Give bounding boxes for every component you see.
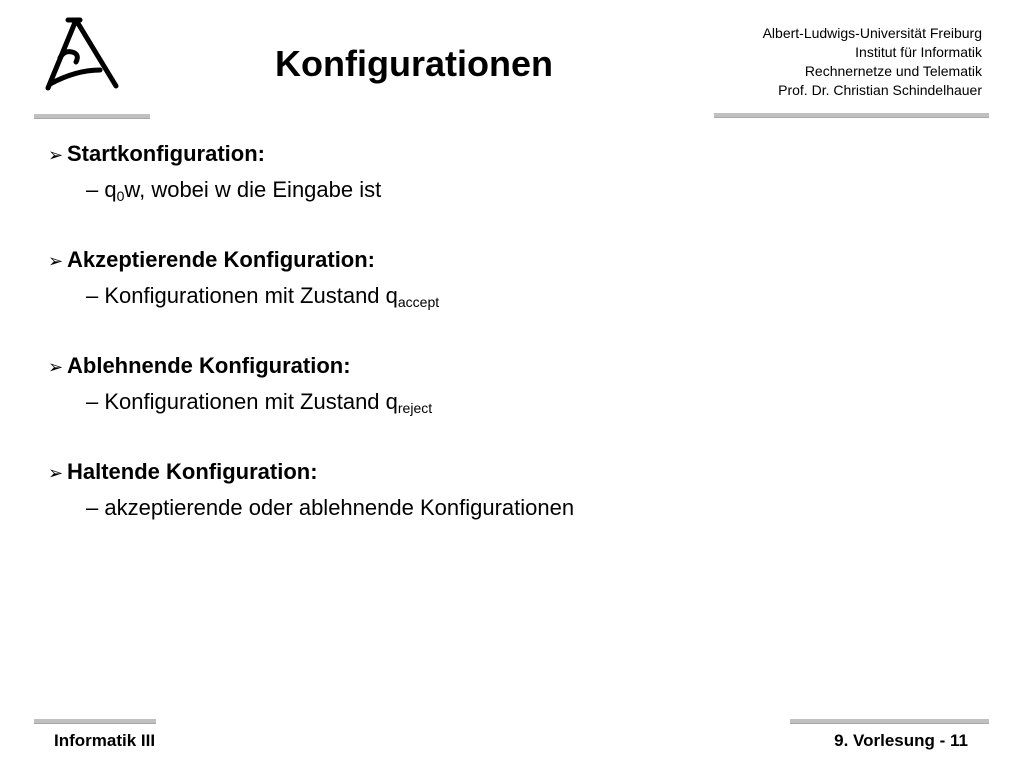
dash-marker: – [86, 495, 99, 520]
bullet-heading-row [48, 456, 948, 489]
bullet-section [48, 350, 948, 421]
affiliation-university: Albert-Ludwigs-Universität Freiburg [762, 25, 982, 41]
bullet-heading: Akzeptierende Konfiguration: [67, 247, 376, 272]
university-logo-icon [30, 12, 130, 96]
detail-text-pre: Konfigurationen mit Zustand q [104, 283, 398, 308]
affiliation-institute: Institut für Informatik [855, 44, 982, 60]
detail-text-post: w, wobei w die Eingabe ist [124, 177, 382, 202]
bullet-section [48, 456, 948, 527]
footer-divider-left [34, 719, 156, 724]
bullet-section [48, 244, 948, 315]
bullet-heading-row [48, 244, 948, 277]
bullet-heading-row [48, 350, 948, 383]
arrowhead-bullet-icon: ➢ [48, 145, 64, 165]
bullet-detail [48, 489, 948, 527]
dash-marker: – [86, 283, 99, 308]
detail-text-pre: Konfigurationen mit Zustand q [104, 389, 398, 414]
bullet-heading: Haltende Konfiguration: [67, 459, 318, 484]
bullet-detail [48, 171, 948, 209]
affiliation-professor: Prof. Dr. Christian Schindelhauer [778, 82, 982, 98]
dash-marker: – [86, 389, 99, 414]
footer-divider-right [790, 719, 989, 724]
detail-subscript: accept [397, 294, 440, 310]
slide-content [48, 138, 948, 562]
dash-marker: – [86, 177, 99, 202]
bullet-heading-row [48, 138, 948, 171]
footer-lecture-page: 9. Vorlesung - 11 [834, 731, 968, 750]
detail-subscript: 0 [116, 188, 125, 204]
footer-course-title: Informatik III [54, 731, 156, 750]
bullet-heading: Ablehnende Konfiguration: [67, 353, 351, 378]
arrowhead-bullet-icon: ➢ [48, 463, 64, 483]
detail-subscript: reject [397, 400, 433, 416]
affiliation-block [763, 24, 982, 100]
bullet-detail [48, 383, 948, 421]
header-divider-right [714, 113, 989, 118]
arrowhead-bullet-icon: ➢ [48, 251, 64, 271]
slide-title: Konfigurationen [275, 43, 553, 84]
bullet-detail [48, 277, 948, 315]
bullet-heading: Startkonfiguration: [67, 141, 265, 166]
detail-text-pre: q [104, 177, 117, 202]
bullet-section [48, 138, 948, 209]
affiliation-department: Rechnernetze und Telematik [804, 63, 982, 79]
detail-text-pre: akzeptierende oder ablehnende Konfigurationen [104, 495, 575, 520]
header-divider-left [34, 114, 150, 119]
arrowhead-bullet-icon: ➢ [48, 357, 64, 377]
